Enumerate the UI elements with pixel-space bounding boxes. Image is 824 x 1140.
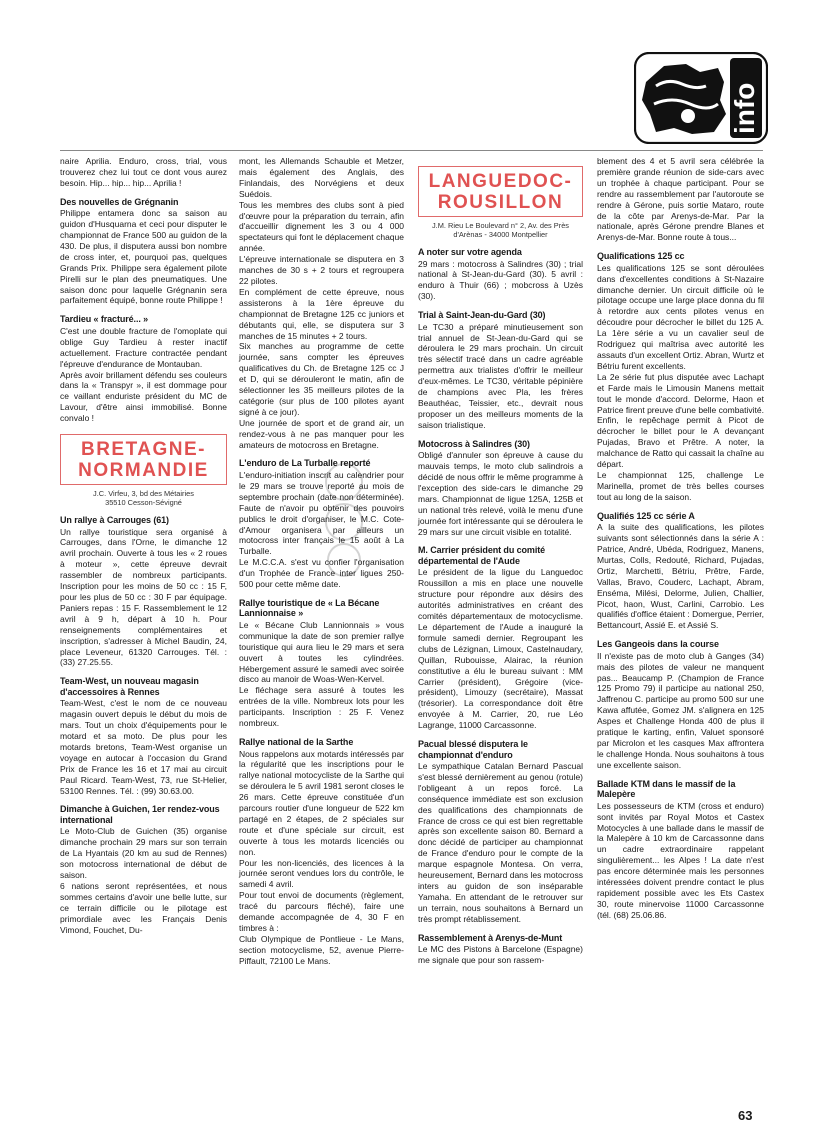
- article-headline: Qualifiés 125 cc série A: [597, 510, 695, 521]
- article-headline: A noter sur votre agenda: [418, 247, 522, 257]
- region-title: BRETAGNE-: [80, 439, 207, 461]
- article-headline: Pacual blessé disputera le championnat d'enduro: [418, 739, 528, 760]
- article-paragraph: Le MC des Pistons à Barcelone (Espagne) me signale que pour son rassem-: [418, 944, 583, 966]
- article-paragraph: blement des 4 et 5 avril sera célébrée la première grande réunion de side-cars avec un trophée à chaque participant. Pour se rendre au rassemblement par l'autoroute se rendre à Gérone, puis sortie Mataro, route de la côte par Arenys-de-Mar. Par la nationale, après Gérone prendre Blanes et Arenys-de-Mar. Bonne route à tous...: [597, 156, 764, 243]
- article-paragraph: C'est une double fracture de l'omoplate qui oblige Guy Tardieu à rester inactif actuellement. Fracture contractée pendant l'épreuve d'endurance de Montauban.: [60, 325, 227, 369]
- article-headline: Ballade KTM dans le massif de la Malepère: [597, 778, 736, 800]
- article-paragraph: En complément de cette épreuve, nous assisterons à la 1ère épreuve du championnat de Bretagne 125 cc juniors et débutants qui, elle, se disputera sur 3 manches de 15 minutes + 2 tours.: [239, 286, 404, 341]
- article-paragraph: Le M.C.C.A. s'est vu confier l'organisation d'un Trophée de France inter ligues 250-500 pour cette même date.: [239, 557, 404, 590]
- region-title: LANGUEDOC-: [428, 171, 573, 192]
- correspondent-address: [60, 489, 227, 507]
- article-headline: Les Gangeois dans la course: [597, 639, 719, 650]
- page-number: 63: [738, 1108, 753, 1123]
- address-line: J.C. Virfeu, 3, bd des Métairies: [93, 489, 194, 499]
- article-paragraph: La 2e série fut plus disputée avec Lachapt et Farde mais le Limousin Manens mettait tout le monde d'accord. Delorme, Haon et Patrice firent preuve d'une belle combativité.: [597, 371, 764, 415]
- column-1: [60, 156, 227, 936]
- article-headline: L'enduro de La Turballe reporté: [239, 458, 371, 469]
- column-2: [239, 156, 404, 967]
- article-headline: Trial à Saint-Jean-du-Gard (30): [418, 310, 546, 321]
- article-paragraph: Un rallye touristique sera organisé à Carrouges, dans l'Orne, le dimanche 12 avril prochain. Ouverte à tous les « 2 roues à moteur », cette épreuve devrait rassembler de nombreux participants. Inscription pour les moins de 50 cc : 15 F, pour les plus de 50 cc : 30 F par équipage. Paniers repas : 15 F. Rassemblement le 12 avril à 9 h, départ à 10 h. Pour renseignements complémentaires et inscription, s'adresser à Michel Baudin, 24, place Leveneur, 61320 Carrouges. Tél. : (33) 27.25.55.: [60, 526, 227, 668]
- address-line: d'Arènas - 34000 Montpellier: [453, 230, 548, 239]
- article-paragraph: Club Olympique de Pontlieue - Le Mans, section motocyclisme, 52, avenue Pierre-Piffault, 72100 Le Mans.: [239, 933, 404, 966]
- article-headline: Rallye national de la Sarthe: [239, 737, 354, 747]
- article-headline: Motocross à Salindres (30): [418, 438, 530, 449]
- address-line: 35510 Cesson-Sévigné: [105, 498, 182, 508]
- article-paragraph: Tous les membres des clubs sont à pied d'œuvre pour la préparation du terrain, afin d'accueillir dignement les 3 ou 4 000 spectateurs qui font le déplacement chaque année.: [239, 199, 404, 254]
- france-map-icon: [634, 52, 768, 144]
- article-paragraph: Le président de la ligue du Languedoc Roussillon a mis en place une nouvelle structure pour répondre aux désirs des autorités administratives en créant des comités départementaux de motocyclisme. Le département de l'Aude a inauguré la formule samedi dernier. Regroupant les clubs de Lézignan, Limoux, Castelnaudary, Quillan, Rubouisse, Alairac, la réunion constitutive a élu le bureau suivant : MM Carrier (président), Grégoire (vice-président), Limouzy (secrétaire), Massat (trésorier). La correspondance doit être envoyée à M. Carrier, 20, rue Léo Lagrange, 11000 Carcassonne.: [418, 567, 583, 731]
- article-paragraph: 29 mars : motocross à Salindres (30) ; trial national à St-Jean-du-Gard (30). 5 avril : enduro à Thuir (66) ; mobcross à Uzès (30).: [418, 258, 583, 302]
- region-banner: [60, 434, 227, 485]
- article-paragraph: Le sympathique Catalan Bernard Pascual s'est blessé dernièrement au genou (rotule) l'obligeant à un repos forcé. La conséquence immédiate est son exclusion des qualifications des championnats de France de cross ce qui est bien regrettable après son excellente saison 80. Bernard a donc décidé de participer au championnat de France d'enduro pour le compte de la marque espagnole Montesa. On verra, heureusement, Bernard dans les motocross inters au guidon de son inséparable Yamaha. En attendant de le retrouver sur un terrain, nous souhaitons à Bernard un très prompt rétablissement.: [418, 761, 583, 924]
- article-paragraph: Le fléchage sera assuré à toutes les entrées de la ville. Nombreux lots pour les participants. Inscription : 25 F. Venez nombreux.: [239, 685, 404, 729]
- article-paragraph: 6 nations seront représentées, et nous sommes certains d'avoir une belle lutte, sur ce terrain difficile ou le pilotage est primordiale avec les Français Denis Vimond, Fouchet, Du-: [60, 881, 227, 935]
- column-3: [418, 156, 583, 966]
- region-banner: [418, 166, 583, 217]
- article-paragraph: L'enduro-initiation inscrit au calendrier pour le 29 mars se trouve reporté au mois de septembre prochain (date non déterminée). Faute de n'avoir pu obtenir des pouvoirs publics le droit d'organiser, le M.C. Cote-d'Amour organisera par ailleurs un motocross inter français le 15 août à La Turballe.: [239, 469, 404, 557]
- article-headline: Rallye touristique de « La Bécane Lannionnaise »: [239, 597, 380, 619]
- info-badge-logo: [634, 52, 768, 144]
- article-paragraph: Il n'existe pas de moto club à Ganges (34) mais des pilotes de valeur ne manquent pas... Beaucamp P. (Champion de France 125 Promo 79) il participe au national 250, Jaffrenou C. participe au promo 500 sur une Kawa affutée, Gomez JM. s'alignera en 125 Aspes et Challenge Honda 400 de plus il pratique le karting, enfin, Valuet sponsoré par Microlon et les casques Max affrontera le challenge Honda. Nous souhaitons à tous une excellente saison.: [597, 650, 764, 770]
- article-headline: Des nouvelles de Grégnanin: [60, 196, 179, 207]
- article-headline: M. Carrier président du comité départemental de l'Aude: [418, 545, 546, 566]
- article-paragraph: Les possesseurs de KTM (cross et enduro) sont invités par Royal Motos et Castex Motocycles à une ballade dans le massif de la Malepère à 10 km de Carcassonne dans un cadre extraordinaire rappelant singulièrement... les Alpes ! La date n'est pas encore déterminée mais les personnes intéressées doivent prendre contact le plus rapidement possible avec les Ets Castex 30, route minervoise 11000 Carcassonne (tél. (68) 25.06.86.: [597, 800, 764, 920]
- article-paragraph: Philippe entamera donc sa saison au guidon d'Husquarna et ceci pour disputer le championnat de France 500 au guidon de la 430. De plus, il disputera aussi bon nombre de cross inter, et, pourquoi pas, quelques Grands Prix. Philippe sera également pilote Pirelli sur le plan des pneumatiques. Une saison donc pour laquelle Grégnanin sera parfaitement équipé, bonne route Philippe !: [60, 208, 227, 306]
- region-title: ROUSILLON: [437, 192, 564, 213]
- article-headline: Qualifications 125 cc: [597, 251, 685, 262]
- article-paragraph: Le TC30 a préparé minutieusement son trial annuel de St-Jean-du-Gard qui se déroulera le 29 mars prochain. Un circuit très sélectif tracé dans un cadre agréable permettra aux trialistes d'offrir le meilleur d'eux-mêmes. Le TC30, véritable pépinière de champions avec Pla, les frères Beauthéac, Teissier, etc., devrait nous proposer un des meilleurs moments de la saison trialistique.: [418, 321, 583, 430]
- header-rule: [60, 150, 763, 151]
- article-paragraph: Le championnat 125, challenge Le Marinella, promet de très belles courses tout au long de la saison.: [597, 469, 764, 502]
- article-headline: Dimanche à Guichen, 1er rendez-vous international: [60, 804, 220, 825]
- article-paragraph: Obligé d'annuler son épreuve à cause du mauvais temps, le moto club salindrois a décidé de nous offrir le même programme à l'exception des side-cars le dimanche 29 mars. Championnat de ligue 125A, 125B et un national très relevé, voilà le menu d'une journée fort intéressante qui se déroulera le 29 mars sur une circuit visible en totalité.: [418, 450, 583, 537]
- correspondent-address: [418, 221, 583, 239]
- article-paragraph: Une journée de sport et de grand air, un rendez-vous à ne pas manquer pour les amateurs de motocross en Bretagne.: [239, 417, 404, 450]
- article-paragraph: A la suite des qualifications, les pilotes suivants sont sélectionnés dans la série A : Patrice, André, Ubéda, Rodriguez, Manens, Murtas, Colls, Redouté, Richard, Pujadas, Ortiz, Marchetti, Bétriu, Prêtre, Farde, Vallas, Bravo, Couderc, Lachapt, Abram, Enséma, Milési, Delorme, Julien, Challier, Picot, haon, Wust, Carlini, Carrobio. Les qualifiés d'office étaient : Domergue, Perrier, Bettancourt, Assié E. et Assié S.: [597, 522, 764, 631]
- article-headline: Tardieu « fracturé... »: [60, 314, 149, 325]
- article-paragraph: Après avoir brillament défendu ses couleurs dans la « Transpyr », il est dommage pour ce vaillant enduriste président du MC de Lavour, d'être ainsi immobilisé. Bonne convalo !: [60, 369, 227, 424]
- article-paragraph: Nous rappelons aux motards intéressés par la régularité que les inscriptions pour le rallye national motocycliste de la Sarthe qui se déroulera le 5 avril 1981 seront closes le 26 mars. Cette épreuve constituée d'un parcours routier d'une longueur de 522 km partagé en 2 étapes, de 2 spéciales sur route et d'une spéciale sur circuit, est ouverte à tous les motards licenciés ou non.: [239, 748, 404, 857]
- article-paragraph: Pour tout envoi de documents (règlement, tracé du parcours fléché), faire une demande accompagnée de 4, 30 F en timbres à :: [239, 890, 404, 933]
- article-paragraph: Les qualifications 125 se sont déroulées dans d'excellentes conditions à St-Nazaire dimanche dernier. Un circuit difficile où le pilotage occupe une large place donna du fil à retordre aux cents pilotes venus en découdre pour décrocher le billet du 125 A. La 1ère série a vu un cavalier seul de Rodriguez qui maîtrisa avec autorité les assauts d'un excellent Ortiz. Abran, Wurtz et Bétriu furent excellents.: [597, 262, 764, 371]
- article-paragraph: Pour les non-licenciés, des licences à la journée seront vendues lors du contrôle, le samedi 4 avril.: [239, 857, 404, 890]
- article-headline: Team-West, un nouveau magasin d'accessoires à Rennes: [60, 676, 199, 697]
- info-badge-label: info: [729, 82, 760, 134]
- article-paragraph: Six manches au programme de cette journée, sans compter les épreuves qualificatives du Ch. de Bretagne 125 cc J et D, qui se dérouleront le matin, afin de sélectionner les 35 meilleurs pilotes de la catégorie (sur plus de 100 pilotes ayant signé à ce jour).: [239, 341, 404, 417]
- region-title: NORMANDIE: [78, 460, 209, 482]
- article-headline: Un rallye à Carrouges (61): [60, 515, 169, 526]
- article-paragraph: mont, les Allemands Schauble et Metzer, mais également des Anglais, des Finlandais, des Norvégiens et deux Suédois.: [239, 156, 404, 199]
- article-paragraph: Enfin, le repêchage permit à Picot de décrocher le billet pour le A devançant Pujadas, Bravo et Prêtre. A noter, la malchance de Ratto qui cassait la chaîne au départ.: [597, 415, 764, 470]
- article-paragraph: Team-West, c'est le nom de ce nouveau magasin ouvert depuis le début du mois de mars. Tout un choix d'équipements pour le motard et sa moto. De plus pour les motards bretons, Team-West organise un voyage en autocar à l'occasion du Grand Prix de France les 16 et 17 mai au circuit Paul Ricard. Team-West, 73, rue St-Helier, 53100 Rennes. Tél. : (99) 30.63.00.: [60, 698, 227, 796]
- column-4: [597, 156, 764, 921]
- article-paragraph: Le « Bécane Club Lannionnais » vous communique la date de son premier rallye touristique qui aura lieu le 29 mars et sera ouvert à toutes les cylindrées. Hébergement assuré le samedi avec soirée disco au manoir de Woas-Wen-Kervel.: [239, 619, 404, 685]
- article-paragraph: naire Aprilia. Enduro, cross, trial, vous trouverez chez lui tout ce dont vous aurez besoin. Hip... hip... hip... Aprilia !: [60, 156, 227, 188]
- article-paragraph: Le Moto-Club de Guichen (35) organise dimanche prochain 29 mars sur son terrain de La Hyantais (20 km au sud de Rennes) son motocross international de début de saison.: [60, 826, 227, 881]
- article-paragraph: L'épreuve internationale se disputera en 3 manches de 30 s + 2 tours et regroupera 22 pilotes.: [239, 254, 404, 286]
- article-headline: Rassemblement à Arenys-de-Munt: [418, 932, 563, 943]
- address-line: J.M. Rieu Le Boulevard n° 2, Av. des Près: [431, 221, 569, 230]
